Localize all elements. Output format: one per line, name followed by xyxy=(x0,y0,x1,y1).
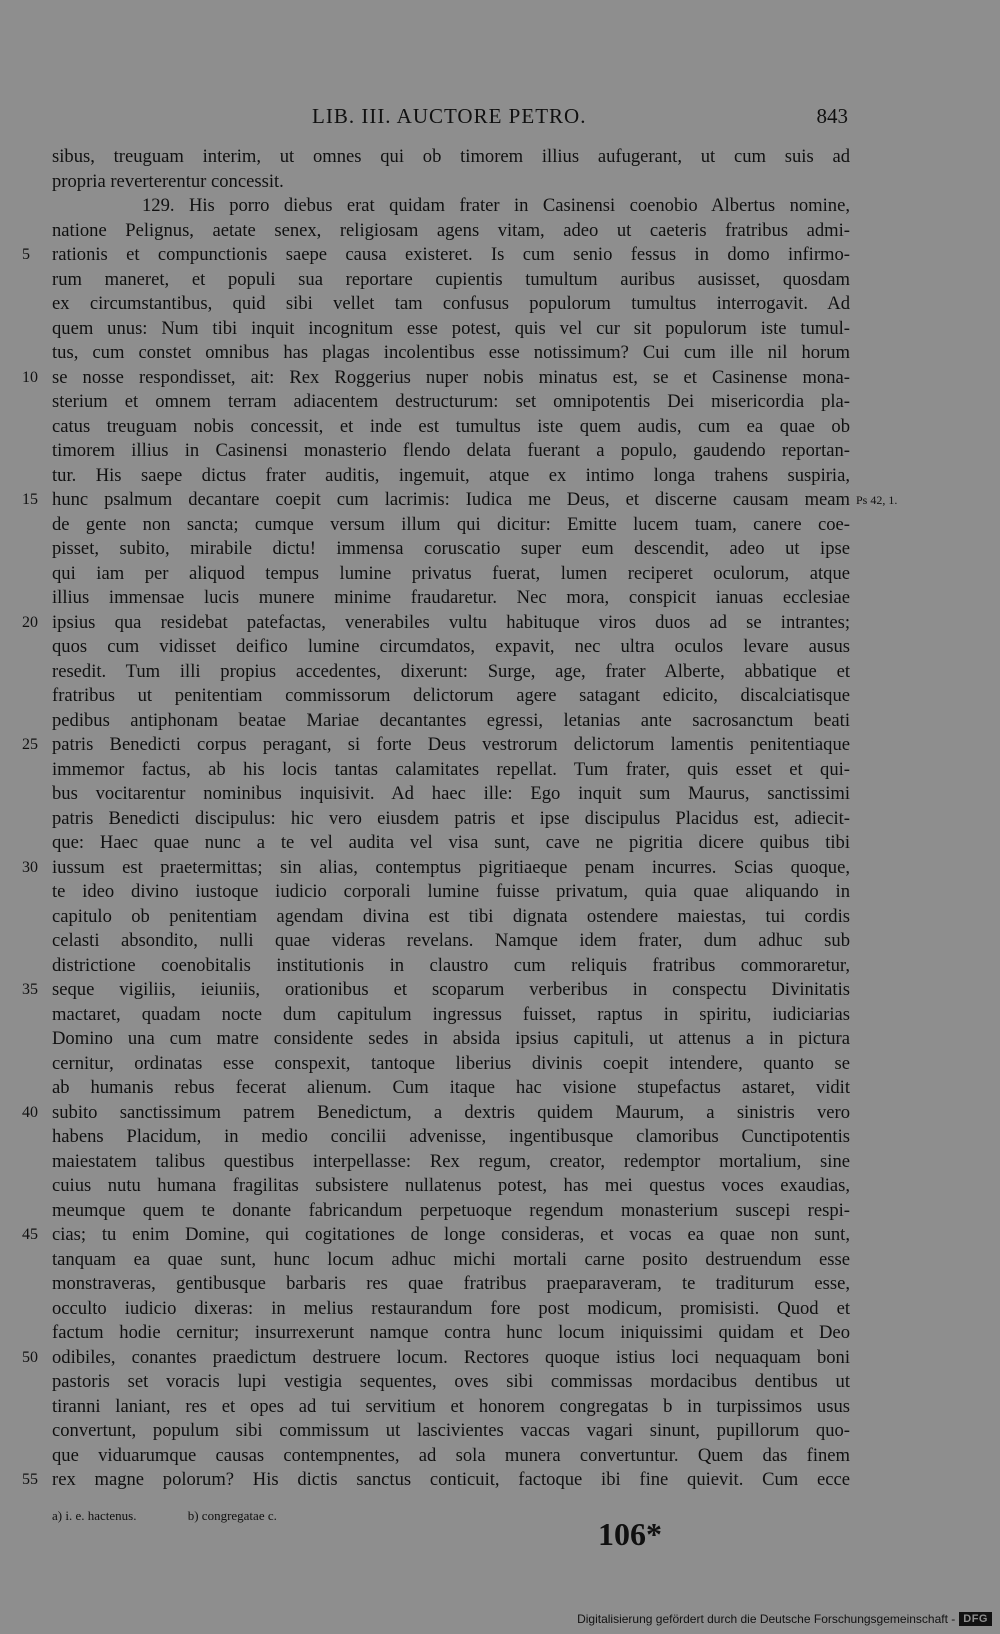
text-line xyxy=(0,219,1000,244)
line-text: sibus, treuguam interim, ut omnes qui ob timorem illius aufugerant, ut cum suis ad xyxy=(52,146,850,167)
line-text: celasti absondito, nulli quae videras revelans. Namque idem frater, dum adhuc sub xyxy=(52,930,850,951)
line-text: patris Benedicti discipulus: hic vero eiusdem patris et ipse discipulus Placidus est, adiecit- xyxy=(52,807,850,829)
line-number: 20 xyxy=(22,613,38,631)
text-line xyxy=(0,611,1000,636)
text-line xyxy=(0,1052,1000,1077)
running-title: LIB. III. AUCTORE PETRO. xyxy=(312,104,587,128)
running-header xyxy=(0,104,1000,134)
line-text: mactaret, quadam nocte dum capitulum ingressus fuisset, raptus in spiritu, iudiciarias xyxy=(52,1003,850,1025)
text-line xyxy=(0,1003,1000,1028)
line-text: quem unus: Num tibi inquit incognitum esse potest, quis vel cur sit populorum iste tumul- xyxy=(52,317,850,339)
line-text: que viduarumque causas contempnentes, ad sola munera convertuntur. Quem das finem xyxy=(52,1444,850,1466)
text-line xyxy=(0,194,1000,219)
text-line xyxy=(0,537,1000,562)
body-text xyxy=(0,145,1000,1493)
line-text: capitulo ob penitentiam agendam divina est tibi dignata ostendere maiestas, tui cordis xyxy=(52,905,850,927)
line-number: 50 xyxy=(22,1348,38,1366)
line-text: iussum est praetermittas; sin alias, contemptus pigritiaeque penam incurres. Scias quoque, xyxy=(52,856,850,878)
line-text: timorem illius in Casinensi monasterio flendo delata fuerant a populo, gaudendo reportan- xyxy=(52,440,850,461)
line-text: meumque quem te donante fabricandum perpetuoque regendum monasterium suscepi respi- xyxy=(52,1199,850,1221)
text-line xyxy=(0,145,1000,170)
line-number: 55 xyxy=(22,1471,38,1488)
dfg-logo: DFG xyxy=(959,1612,992,1626)
line-text: occulto iudicio dixeras: in melius restaurandum fore post modicum, promisisti. Quod et xyxy=(52,1297,850,1319)
line-text: subito sanctissimum patrem Benedictum, a dextris quidem Maurum, a sinistris vero xyxy=(52,1101,850,1123)
line-text: illius immensae lucis munere minime fraudaretur. Nec mora, conspicit ianuas ecclesiae xyxy=(52,587,850,608)
line-number: 5 xyxy=(22,246,30,263)
footnote-b: b) congregatae c. xyxy=(187,1508,277,1523)
text-line xyxy=(0,1468,1000,1493)
line-text: 129. His porro diebus erat quidam frater in Casinensi coenobio Albertus nomine, xyxy=(142,195,850,216)
line-number: 25 xyxy=(22,736,38,753)
text-line xyxy=(0,464,1000,489)
line-text: maiestatem talibus questibus interpellasse: Rex regum, creator, redemptor mortalium, sine xyxy=(52,1150,850,1172)
line-text: que: Haec quae nunc a te vel audita vel visa sunt, cave ne pigritia dicere quibus tibi xyxy=(52,832,850,853)
text-line xyxy=(0,733,1000,758)
text-line xyxy=(0,488,1000,513)
text-line xyxy=(0,1125,1000,1150)
text-line xyxy=(0,831,1000,856)
line-text: te ideo divino iustoque iudicio corporali lumine fuisse privatum, quia quae aliquando in xyxy=(52,881,850,902)
line-text: hunc psalmum decantare coepit cum lacrimis: Iudica me Deus, et discerne causam meam xyxy=(52,489,850,510)
line-text: tur. His saepe dictus frater auditis, ingemuit, atque ex intimo longa trahens suspiria, xyxy=(52,464,850,486)
credit-text: Digitalisierung gefördert durch die Deutsche Forschungsgemeinschaft - xyxy=(577,1612,956,1626)
text-line xyxy=(0,513,1000,538)
text-line xyxy=(0,1272,1000,1297)
text-line xyxy=(0,1321,1000,1346)
text-line xyxy=(0,243,1000,268)
text-line xyxy=(0,1395,1000,1420)
text-line xyxy=(0,978,1000,1003)
line-text: ab humanis rebus fecerat alienum. Cum itaque hac visione stupefactus astaret, vidit xyxy=(52,1077,850,1098)
line-text: catus treuguam nobis concessit, et inde est tumultus iste quem audis, cum ea quae ob xyxy=(52,415,850,437)
line-text: cernitur, ordinatas esse conspexit, tantoque liberius divinis coepit intendere, quanto se xyxy=(52,1052,850,1074)
text-line xyxy=(0,660,1000,685)
line-text: patris Benedicti corpus peragant, si forte Deus vestrorum delictorum lamentis penitentiaque xyxy=(52,734,850,755)
text-line xyxy=(0,1199,1000,1224)
footnotes xyxy=(52,1508,325,1524)
text-line xyxy=(0,684,1000,709)
text-line xyxy=(0,562,1000,587)
text-line xyxy=(0,1101,1000,1126)
line-text: cuius nutu humana fragilitas subsistere nullatenus potest, has mei questus voces exaudias, xyxy=(52,1175,850,1196)
text-line xyxy=(0,292,1000,317)
line-text: de gente non sancta; cumque versum illum qui dicitur: Emitte lucem tuam, canere coe- xyxy=(52,513,850,535)
margin-reference: Ps 42, 1. xyxy=(856,493,898,507)
text-line xyxy=(0,856,1000,881)
text-line xyxy=(0,366,1000,391)
text-line xyxy=(0,880,1000,905)
line-number: 15 xyxy=(22,491,38,508)
text-line xyxy=(0,954,1000,979)
text-line xyxy=(0,1370,1000,1395)
line-text: natione Pelignus, aetate senex, religiosam agens vitam, adeo ut caeteris fratribus admi- xyxy=(52,219,850,241)
line-text: habens Placidum, in medio concilii advenisse, ingentibusque clamoribus Cunctipotentis xyxy=(52,1126,850,1147)
line-text: fratribus ut penitentiam commissorum delictorum agere satagant edicito, discalciatisque xyxy=(52,685,850,706)
line-text: sterium et omnem terram adiacentem destructurum: set omnipotentis Dei misericordia pla- xyxy=(52,391,850,412)
text-line xyxy=(0,439,1000,464)
text-line xyxy=(0,709,1000,734)
line-text: qui iam per aliquod tempus lumine privatus fuerat, lumen reciperet oculorum, atque xyxy=(52,562,850,584)
text-line xyxy=(0,1027,1000,1052)
line-number: 10 xyxy=(22,368,38,386)
line-text: ipsius qua residebat patefactas, venerabiles vultu habituque viros duos ad se intrantes; xyxy=(52,611,850,633)
line-text: propria reverterentur concessit. xyxy=(52,170,284,192)
line-text: tiranni laniant, res et opes ad tui servitium et honorem congregatas b in turpissimos usus xyxy=(52,1395,850,1417)
line-number: 45 xyxy=(22,1226,38,1243)
text-line xyxy=(0,341,1000,366)
text-line xyxy=(0,1248,1000,1273)
text-line xyxy=(0,929,1000,954)
text-line xyxy=(0,1346,1000,1371)
text-line xyxy=(0,905,1000,930)
signature-mark: 106* xyxy=(598,1516,662,1552)
text-line xyxy=(0,758,1000,783)
line-text: tanquam ea quae sunt, hunc locum adhuc michi mortali carne posito destruendum esse xyxy=(52,1248,850,1270)
text-line xyxy=(0,1076,1000,1101)
text-line xyxy=(0,1174,1000,1199)
text-line xyxy=(0,1223,1000,1248)
text-line xyxy=(0,1297,1000,1322)
line-text: Domino una cum matre considente sedes in absida ipsius capituli, ut attenus a in pictura xyxy=(52,1028,850,1049)
text-line xyxy=(0,268,1000,293)
line-text: bus vocitarentur nominibus inquisivit. Ad haec ille: Ego inquit sum Maurus, sanctissimi xyxy=(52,783,850,804)
line-text: districtione coenobitalis institutionis in claustro cum reliquis fratribus commoraretur, xyxy=(52,954,850,976)
digitization-credit xyxy=(577,1608,992,1630)
line-text: rum maneret, et populi sua reportare cupientis tumultum auribus ausisset, quosdam xyxy=(52,268,850,290)
text-line xyxy=(0,317,1000,342)
line-text: rex magne polorum? His dictis sanctus conticuit, factoque ibi fine quievit. Cum ecce xyxy=(52,1469,850,1490)
line-text: cias; tu enim Domine, qui cogitationes de longe consideras, et vocas ea quae non sunt, xyxy=(52,1224,850,1245)
text-line xyxy=(0,390,1000,415)
line-text: ex circumstantibus, quid sibi vellet tam confusus populorum tumultus interrogavit. Ad xyxy=(52,293,850,314)
page-number: 843 xyxy=(816,104,848,128)
line-text: odibiles, conantes praedictum destruere locum. Rectores quoque istius loci nequaquam boni xyxy=(52,1346,850,1368)
line-text: convertunt, populum sibi commissum ut lascivientes vaccas vagari sinunt, pupillorum quo- xyxy=(52,1420,850,1441)
text-line xyxy=(0,1444,1000,1469)
line-number: 30 xyxy=(22,858,38,876)
text-line xyxy=(0,586,1000,611)
line-text: rationis et compunctionis saepe causa existeret. Is cum senio fessus in domo infirmo- xyxy=(52,244,850,265)
line-text: resedit. Tum illi propius accedentes, dixerunt: Surge, age, frater Alberte, abbatique et xyxy=(52,660,850,682)
text-line xyxy=(0,807,1000,832)
line-text: seque vigiliis, ieiuniis, orationibus et scoparum verberibus in conspectu Divinitatis xyxy=(52,979,850,1000)
line-text: pedibus antiphonam beatae Mariae decantantes egressi, letanias ante sacrosanctum beati xyxy=(52,709,850,731)
line-text: pisset, subito, mirabile dictu! immensa coruscatio super eum descendit, adeo ut ipse xyxy=(52,538,850,559)
line-text: factum hodie cernitur; insurrexerunt namque contra hunc locum iniquissimi quidam et Deo xyxy=(52,1322,850,1343)
line-text: se nosse respondisset, ait: Rex Roggerius nuper nobis minatus est, se et Casinense mona- xyxy=(52,366,850,388)
line-text: quos cum vidisset deifico lumine circumdatos, expavit, nec ultra oculos levare ausus xyxy=(52,636,850,657)
text-line xyxy=(0,635,1000,660)
line-text: immemor factus, ab his locis tantas calamitates repellat. Tum frater, quis esset et qui- xyxy=(52,758,850,780)
text-line xyxy=(0,415,1000,440)
text-line xyxy=(0,1419,1000,1444)
line-text: tus, cum constet omnibus has plagas incolentibus esse notissimum? Cui cum ille nil horum xyxy=(52,342,850,363)
text-line xyxy=(0,170,1000,195)
line-number: 35 xyxy=(22,981,38,998)
line-number: 40 xyxy=(22,1103,38,1121)
text-line xyxy=(0,1150,1000,1175)
line-text: pastoris set voracis lupi vestigia sequentes, oves sibi commissas mordacibus dentibus ut xyxy=(52,1371,850,1392)
text-line xyxy=(0,782,1000,807)
footnote-a: a) i. e. hactenus. xyxy=(52,1508,137,1523)
line-text: monstraveras, gentibusque barbaris res quae fratribus praeparaveram, te traditurum esse, xyxy=(52,1273,850,1294)
